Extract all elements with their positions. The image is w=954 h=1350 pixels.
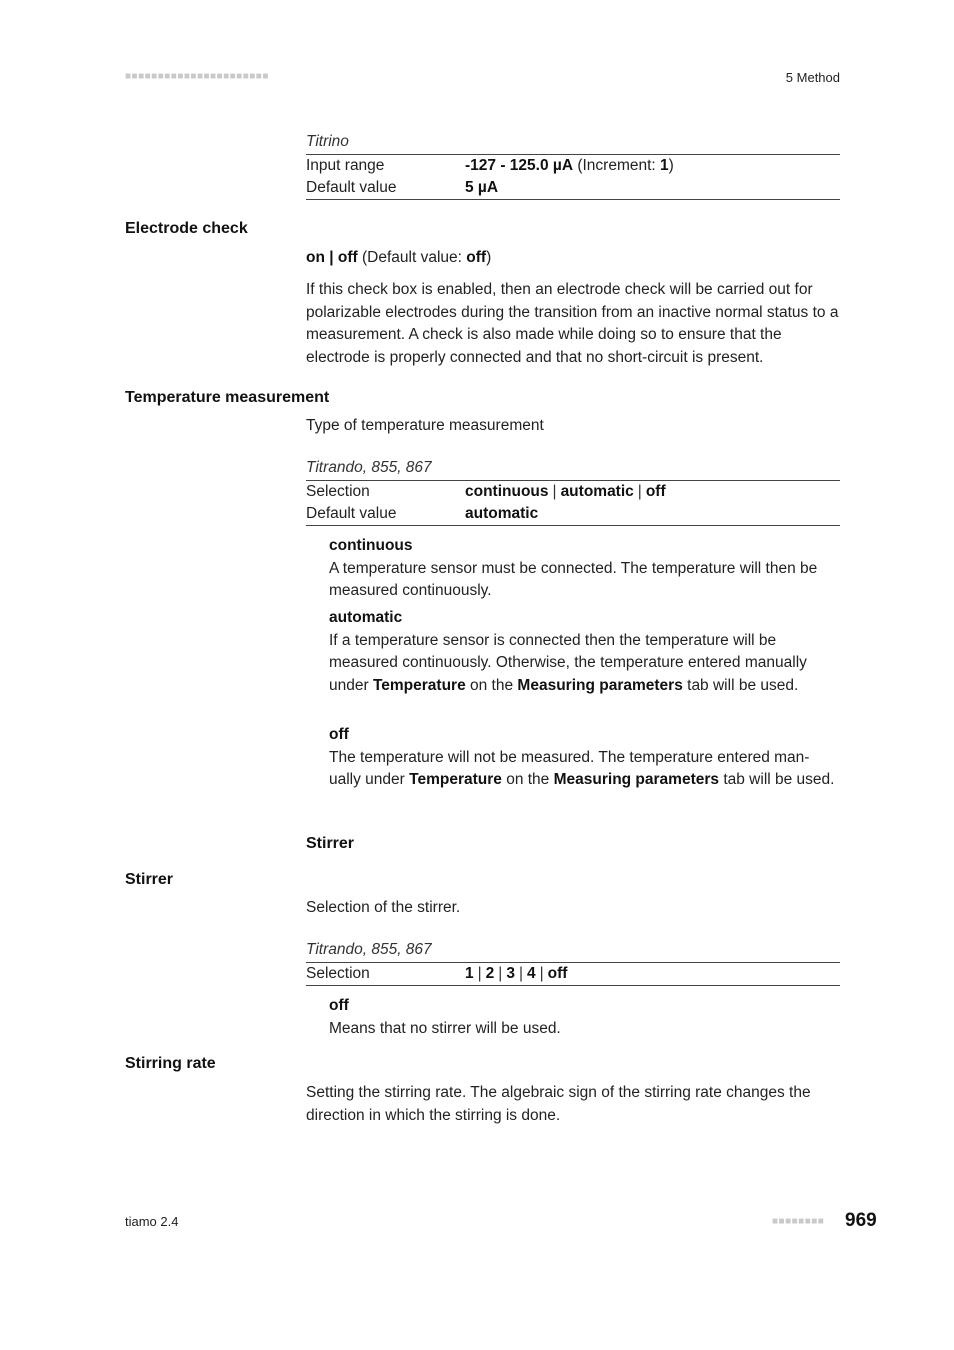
titrino-table [306,131,840,200]
table-row [306,963,840,985]
footer-product: tiamo 2.4 [125,1214,179,1229]
row-key: Default value [306,178,397,196]
page-number: 969 [845,1210,877,1231]
temperature-intro: Type of temperature measurement [306,417,544,434]
row-key: Selection [306,964,370,982]
option-term: off [329,726,349,743]
option-term: off [329,997,349,1014]
option-text: If a temperature sensor is connected then the temperature will be measured continuously. Otherwise, the temperature entered manually under Temperature on the Measuring parameters tab will be used. [329,631,807,694]
temperature-table [306,457,840,526]
header-decoration: ■■■■■■■■■■■■■■■■■■■■■■ [125,71,269,82]
row-value: 5 µA [465,178,499,196]
table-row [306,155,840,177]
stirrer-option-off [329,995,840,1040]
row-value: 1 | 2 | 3 | 4 | off [465,964,568,982]
option-text: The temperature will not be measured. The temperature entered man-ually under Temperature on the Measuring parameters tab will be used. [329,748,835,788]
option-text: Means that no stirrer will be used. [329,1019,561,1037]
stirring-rate-description: Setting the stirring rate. The algebraic sign of the stirring rate changes the direction in which the stirring is done. [306,1084,811,1124]
electrode-check-heading: Electrode check [125,220,248,237]
row-key: Selection [306,482,370,500]
row-key: Default value [306,504,397,522]
option-automatic [329,607,840,697]
table-row [306,177,840,199]
row-value: automatic [465,504,539,522]
table-row [306,503,840,525]
table-row [306,481,840,503]
header-section-title: 5 Method [785,70,840,85]
table-caption: Titrino [306,133,349,150]
option-term: continuous [329,537,413,554]
electrode-check-description: If this check box is enabled, then an electrode check will be carried out for polarizable electrodes during the transition from an inactive normal status to a measurement. A check is also made while doing so to ensure that the electrode is properly connected and that no short-circuit is present. [306,281,839,366]
stirrer-heading: Stirrer [125,871,174,888]
option-term: automatic [329,609,403,626]
temperature-measurement-heading: Temperature measurement [125,389,330,406]
stirring-rate-heading: Stirring rate [125,1055,216,1072]
option-text: A temperature sensor must be connected. The temperature will then be measured continuously. [329,559,818,599]
stirrer-table [306,939,840,986]
section-title-stirrer: Stirrer [306,835,355,852]
footer-decoration: ■■■■■■■■ [772,1216,825,1227]
table-caption: Titrando, 855, 867 [306,941,432,958]
row-value: continuous | automatic | off [465,482,666,500]
param-table [306,480,840,526]
option-continuous [329,535,840,603]
param-table [306,154,840,200]
electrode-check-options: on | off (Default value: off) [306,249,492,266]
option-off [329,724,840,792]
table-caption: Titrando, 855, 867 [306,459,432,476]
row-key: Input range [306,156,385,174]
param-table [306,962,840,986]
stirrer-intro: Selection of the stirrer. [306,899,461,916]
row-value: -127 - 125.0 µA (Increment: 1) [465,156,674,174]
